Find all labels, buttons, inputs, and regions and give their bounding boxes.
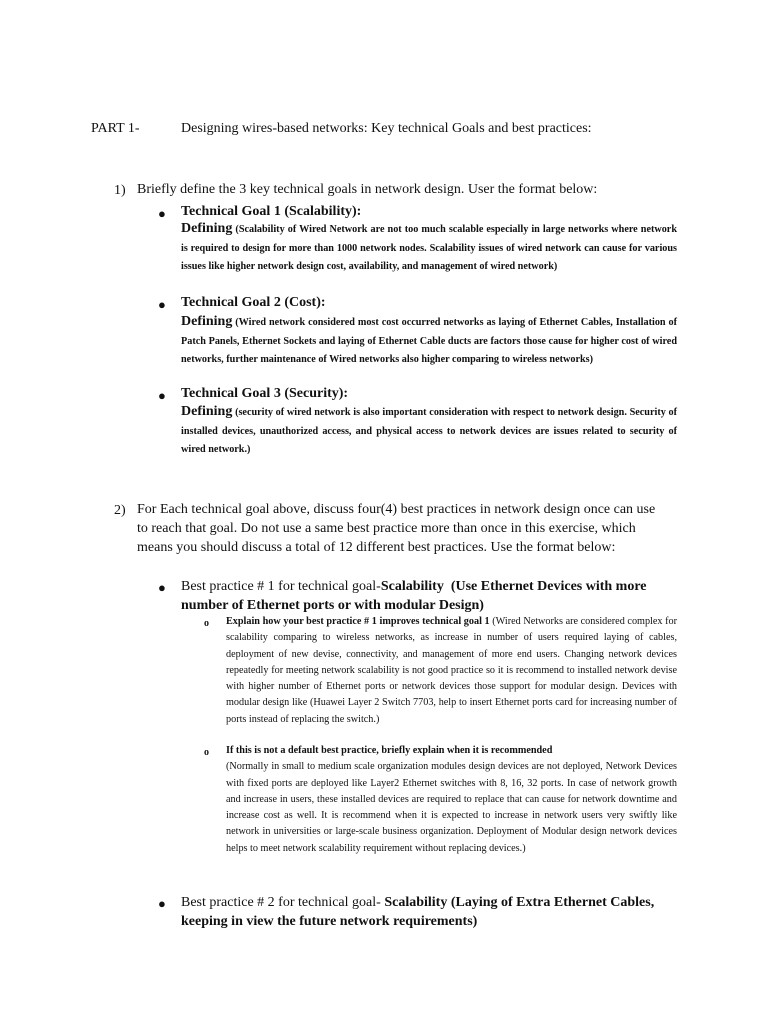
goal-3-bullet: ● xyxy=(158,388,166,403)
bp1-default-label: If this is not a default best practice, briefly explain when it is recommended xyxy=(226,745,553,756)
question-1-text: Briefly define the 3 key technical goals in network design. User the format below: xyxy=(137,182,598,197)
goal-3-def-text: (security of wired network is also important consideration with respect to network design. Security of installed devices, unauthorized access, and physical access to network devices are issues related to security of wired network.) xyxy=(181,407,678,455)
bp2-detail: (Laying of Extra Ethernet Cables, keeping in view the future network requirements) xyxy=(181,895,655,929)
goal-3-def-word: Defining xyxy=(181,404,233,419)
goal-1-title: Technical Goal 1 (Scalability): xyxy=(181,204,362,219)
goal-1-definition xyxy=(181,220,677,277)
question-2-text: For Each technical goal above, discuss four(4) best practices in network design once can use to reach that goal. Do not use a same best practice more than once in this exercise, which means you should discuss a total of 12 different best practices. Use the format below: xyxy=(137,502,656,555)
bp2-heading xyxy=(181,893,661,931)
bp1-explain-label: Explain how your best practice # 1 improves technical goal 1 xyxy=(226,616,490,627)
goal-2-definition xyxy=(181,313,677,370)
goal-3-definition xyxy=(181,403,677,460)
bp2-goal: Scalability xyxy=(384,895,448,910)
bp1-default-bullet: o xyxy=(204,747,209,758)
bp1-explain-text: (Wired Networks are considered complex for scalability comparing to wireless networks, as increase in number of users required laying of cables, deployment of new devise, connectivity, and management of more end users. Changing network devices repeatedly for meeting network scalability is not good practice so it is recommend to installed network devise with higher number of Ethernet ports or network devices those support for modular design. Devices with modular design like (Huawei Layer 2 Switch 7703, help to insert Ethernet ports card for increasing number of ports instead of replacing the switch.) xyxy=(226,616,678,725)
bp1-detail: (Use Ethernet Devices with more number of Ethernet ports or with modular Design) xyxy=(181,579,647,613)
question-2-number: 2) xyxy=(114,503,126,518)
goal-1-bullet: ● xyxy=(158,206,166,221)
question-1-number: 1) xyxy=(114,183,126,198)
bp1-heading xyxy=(181,577,661,615)
bp1-explain-bullet: o xyxy=(204,618,209,629)
goal-2-def-text: (Wired network considered most cost occurred networks as laying of Ethernet Cables, Installation of Patch Panels, Ethernet Sockets and laying of Ethernet Cable ducts are factors those cause for higher cost of wired networks, further maintenance of Wired networks also higher comparing to wireless networks) xyxy=(181,317,677,365)
bp1-default xyxy=(226,743,677,857)
goal-3-title: Technical Goal 3 (Security): xyxy=(181,386,349,401)
part-title: Designing wires-based networks: Key technical Goals and best practices: xyxy=(181,121,592,136)
bp1-bullet: ● xyxy=(158,580,166,595)
bp1-prefix: Best practice # 1 for technical goal- xyxy=(181,579,381,594)
bp2-bullet: ● xyxy=(158,896,166,911)
bp1-explain xyxy=(226,614,677,728)
bp2-prefix: Best practice # 2 for technical goal- xyxy=(181,895,385,910)
bp1-default-text: (Normally in small to medium scale organization modules design devices are not deployed, Network Devices with fixed ports are deployed like Layer2 Ethernet switches with 8, 16, 32 ports. In case of network growth and increase in users, these installed devices are required to replace that can cause for network downtime and increase cost as well. It is recommend when it is expected to increase in network users very swiftly like network in universities or large-scale business organization. Deployment of Modular design network devices helps to meet network scalability requirement without replacing devices.) xyxy=(226,761,677,854)
goal-2-def-word: Defining xyxy=(181,314,233,329)
part-label: PART 1- xyxy=(91,121,140,136)
goal-2-bullet: ● xyxy=(158,297,166,312)
goal-2-title: Technical Goal 2 (Cost): xyxy=(181,295,326,310)
bp1-goal: Scalability xyxy=(380,579,444,594)
goal-1-def-word: Defining xyxy=(181,221,233,236)
goal-1-def-text: (Scalability of Wired Network are not too much scalable especially in large networks where network is required to design for more than 1000 network nodes. Scalability issues of wired network can cause for various issues like higher network design cost, availability, and management of wired network) xyxy=(181,224,677,272)
